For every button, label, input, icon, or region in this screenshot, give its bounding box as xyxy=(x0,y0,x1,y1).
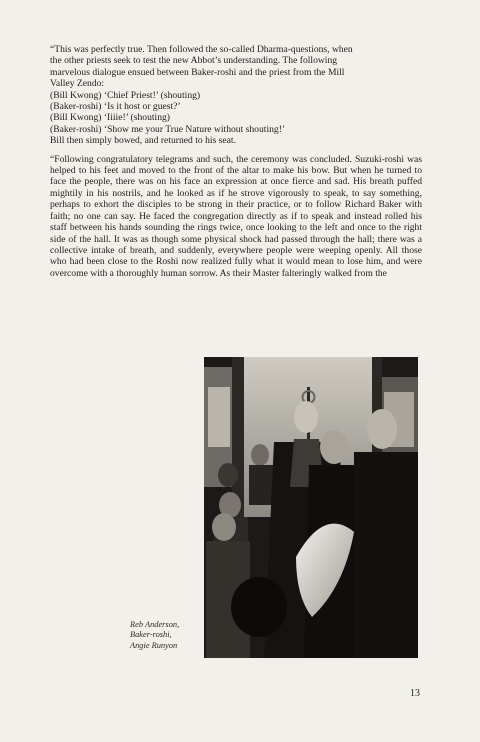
text-line: Valley Zendo: xyxy=(50,78,105,90)
text-line: marvelous dialogue ensued between Baker-roshi and the priest from the Mill xyxy=(50,66,345,78)
text-line: the other priests seek to test the new Abbot’s understanding. The following xyxy=(50,55,338,67)
page-number: 13 xyxy=(410,688,420,699)
photo-illustration xyxy=(204,357,418,658)
photo-caption xyxy=(130,620,200,651)
text-line: Bill then simply bowed, and returned to his seat. xyxy=(50,135,236,147)
caption-line: Baker-roshi, xyxy=(130,630,172,640)
text-line: “This was perfectly true. Then followed the so-called Dharma-questions, when xyxy=(50,44,353,55)
paragraph-ceremony: “Following congratulatory telegrams and such, the ceremony was concluded. Suzuki-roshi was helped to his feet and moved to the front of the altar to make his bow. But when he turned to face the people, there was on his face an expression at once fierce and sad. His breath puffed mightily in his nostrils, and he looked as if he strove vigorously to speak, to say something, perhaps to exhort the disciples to be strong in their practice, or to follow Richard Baker with faith; no one can say. He faced the congregation directly as if to speak and instead rolled his staff between his hands sounding the rings twice, once looking to the left and once to the right side of the hall. It was as though some physical shock had passed through the hall; there was a collective intake of breath, and suddenly, everywhere people were weeping openly. All those who had been close to the Roshi now realized fully what it would mean to lose him, and were overcome with a thoroughly human sorrow. As their Master falteringly walked from the xyxy=(50,153,422,279)
text-line: (Baker-roshi) ‘Show me your True Nature without shouting!’ xyxy=(50,123,286,135)
body-text xyxy=(50,44,422,279)
ceremony-photo xyxy=(204,357,418,658)
paragraph-dialogue xyxy=(50,44,422,147)
text-line: (Bill Kwong) ‘Chief Priest!’ (shouting) xyxy=(50,89,201,101)
caption-line: Reb Anderson, xyxy=(130,620,180,629)
text-line: (Bill Kwong) ‘Iiiie!’ (shouting) xyxy=(50,112,170,124)
caption-line: Angie Runyon xyxy=(130,640,178,650)
text-line: (Baker-roshi) ‘Is it host or guest?’ xyxy=(50,101,181,113)
